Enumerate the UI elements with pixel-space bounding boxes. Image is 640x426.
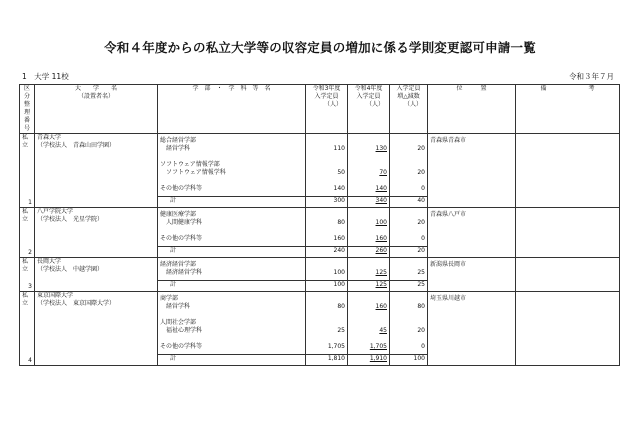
faculty-name [158, 153, 305, 161]
r4-value [348, 295, 389, 303]
r4-value [348, 311, 389, 319]
faculty-name-cell [158, 258, 306, 292]
r3-value: 1,705 [327, 343, 345, 350]
header-r4-unit: （人） [365, 101, 384, 108]
diff-value-total: 100 [390, 354, 427, 363]
r3-value [306, 261, 347, 269]
header-r3 [306, 85, 348, 134]
r3-value-cell [306, 208, 348, 258]
r4-value-total: 340 [348, 196, 389, 205]
diff-value-cell [390, 258, 428, 292]
faculty-name: ソフトウェア情報学科 [160, 169, 226, 176]
diff-value [390, 161, 427, 169]
header-r3-line2: 入学定員 [314, 93, 339, 100]
row-number: 3 [28, 283, 32, 290]
r4-value: 125 [375, 269, 387, 276]
r3-value: 100 [333, 269, 345, 276]
category-text: 私立 [22, 258, 29, 273]
location-text: 埼玉県川越市 [430, 295, 467, 302]
faculty-name: その他の学科等 [160, 185, 203, 192]
faculty-name: 総合経営学部 [160, 137, 197, 144]
row-category [20, 292, 35, 366]
r3-value [306, 319, 347, 327]
header-remarks: 備 考 [516, 85, 620, 134]
r3-value: 160 [333, 235, 345, 242]
faculty-name-total: 計 [158, 280, 305, 289]
faculty-name: 商学部 [160, 295, 179, 302]
r4-value [348, 319, 389, 327]
diff-value-cell [390, 208, 428, 258]
university-name: 八戸学院大学 [37, 208, 74, 215]
faculty-name: 経営学科 [160, 303, 191, 310]
r3-value-cell [306, 134, 348, 208]
header-category-line3: 番号 [23, 117, 30, 132]
r3-value [306, 295, 347, 303]
r3-value [306, 137, 347, 145]
university-cell [35, 292, 158, 366]
header-university [35, 85, 158, 134]
faculty-name: 経済経営学科 [160, 269, 203, 276]
location-cell [428, 134, 516, 208]
header-diff-line2: 増△減数 [397, 93, 420, 100]
header-category [20, 85, 35, 134]
row-number: 1 [28, 199, 32, 206]
diff-value [390, 261, 427, 269]
header-row [20, 85, 620, 134]
diff-value: 0 [421, 343, 425, 350]
r4-value-cell [348, 258, 390, 292]
location-cell [428, 292, 516, 366]
remarks-cell [516, 134, 620, 208]
header-r4 [348, 85, 390, 134]
faculty-name: 健康医療学部 [160, 211, 197, 218]
header-university-line2: （設置者名） [77, 93, 114, 100]
university-cell [35, 134, 158, 208]
r4-value [348, 153, 389, 161]
faculty-name [158, 227, 305, 235]
diff-value: 20 [417, 169, 425, 176]
diff-value [390, 311, 427, 319]
diff-value [390, 177, 427, 185]
corporation-name: （学校法人 青森山田学園） [37, 142, 116, 149]
r3-value-total: 1,810 [306, 354, 347, 363]
header-r4-line1: 令和4年度 [354, 85, 383, 92]
document-date: 令和３年７月 [569, 72, 614, 81]
r4-value [348, 211, 389, 219]
university-name: 東京国際大学 [37, 292, 74, 299]
diff-value: 0 [421, 185, 425, 192]
header-category-line1: 区分 [23, 85, 30, 100]
r4-value [348, 137, 389, 145]
r3-value: 25 [337, 327, 345, 334]
r3-value-total: 100 [306, 280, 347, 289]
remarks-cell [516, 258, 620, 292]
row-number: 2 [28, 249, 32, 256]
faculty-name: 福祉心理学科 [160, 327, 203, 334]
r4-value: 70 [379, 169, 387, 176]
location-text: 新潟県長岡市 [430, 261, 467, 268]
header-diff [390, 85, 428, 134]
r4-value-total: 1,910 [348, 354, 389, 363]
category-text: 私立 [22, 292, 29, 307]
r3-value: 110 [333, 145, 345, 152]
document-title: 令和４年度からの私立大学等の収容定員の増加に係る学則変更認可申請一覧 [104, 40, 536, 55]
r3-value: 50 [337, 169, 345, 176]
r3-value: 80 [337, 219, 345, 226]
location-text: 青森県八戸市 [430, 211, 467, 218]
faculty-name: 経営学科 [160, 145, 191, 152]
faculty-name: ソフトウェア情報学部 [160, 161, 220, 168]
faculty-name [158, 335, 305, 343]
faculty-name-cell [158, 134, 306, 208]
r3-value [306, 227, 347, 235]
corporation-name: （学校法人 中越学園） [37, 266, 104, 273]
faculty-name: その他の学科等 [160, 235, 203, 242]
r4-value-cell [348, 292, 390, 366]
header-faculty: 学 部 ・ 学 科 等 名 [158, 85, 306, 134]
header-r4-line2: 入学定員 [356, 93, 381, 100]
diff-value [390, 137, 427, 145]
row-category [20, 134, 35, 208]
r3-value-total: 240 [306, 246, 347, 255]
faculty-name [158, 177, 305, 185]
faculty-name: その他の学科等 [160, 343, 203, 350]
r3-value [306, 153, 347, 161]
corporation-name: （学校法人 東京国際大学） [37, 300, 116, 307]
university-name: 長岡大学 [37, 258, 62, 265]
diff-value: 20 [417, 145, 425, 152]
r4-value: 45 [379, 327, 387, 334]
table-row [20, 292, 620, 366]
diff-value [390, 335, 427, 343]
document-subtitle: 1 大学 11校 [22, 72, 69, 81]
r4-value: 130 [375, 145, 387, 152]
location-text: 青森県青森市 [430, 137, 467, 144]
r4-value [348, 227, 389, 235]
r4-value: 1,705 [369, 343, 387, 350]
header-diff-line1: 入学定員 [396, 85, 421, 92]
diff-value-cell [390, 134, 428, 208]
row-number: 4 [28, 357, 32, 364]
diff-value: 20 [417, 327, 425, 334]
r3-value-cell [306, 292, 348, 366]
r3-value [306, 161, 347, 169]
diff-value [390, 227, 427, 235]
remarks-cell [516, 292, 620, 366]
r4-value-total: 260 [348, 246, 389, 255]
r4-value [348, 161, 389, 169]
location-cell [428, 208, 516, 258]
diff-value [390, 319, 427, 327]
application-table [19, 84, 620, 366]
diff-value-total: 40 [390, 196, 427, 205]
r3-value-cell [306, 258, 348, 292]
r4-value-cell [348, 208, 390, 258]
university-cell [35, 208, 158, 258]
diff-value [390, 295, 427, 303]
r4-value: 140 [375, 185, 387, 192]
faculty-name-cell [158, 292, 306, 366]
table-row [20, 208, 620, 258]
r4-value: 160 [375, 303, 387, 310]
faculty-name: 人間社会学部 [160, 319, 197, 326]
r4-value [348, 177, 389, 185]
r3-value: 140 [333, 185, 345, 192]
faculty-name-cell [158, 208, 306, 258]
r4-value: 100 [375, 219, 387, 226]
header-university-line1: 大 学 名 [74, 85, 117, 92]
diff-value [390, 153, 427, 161]
faculty-name-total: 計 [158, 354, 305, 363]
r3-value-total: 300 [306, 196, 347, 205]
diff-value: 0 [421, 235, 425, 242]
r4-value-total: 125 [348, 280, 389, 289]
r3-value [306, 211, 347, 219]
faculty-name-total: 計 [158, 196, 305, 205]
faculty-name-total: 計 [158, 246, 305, 255]
r3-value: 80 [337, 303, 345, 310]
row-category [20, 208, 35, 258]
location-cell [428, 258, 516, 292]
r4-value: 160 [375, 235, 387, 242]
header-category-line2: 整理 [23, 101, 30, 116]
r3-value [306, 311, 347, 319]
header-location: 位 置 [428, 85, 516, 134]
diff-value-total: 20 [390, 246, 427, 255]
diff-value: 20 [417, 219, 425, 226]
header-diff-unit: （人） [403, 101, 422, 108]
table-row [20, 258, 620, 292]
r4-value [348, 261, 389, 269]
header-r3-unit: （人） [323, 101, 342, 108]
remarks-cell [516, 208, 620, 258]
corporation-name: （学校法人 光星学院） [37, 216, 104, 223]
faculty-name: 経済経営学部 [160, 261, 197, 268]
diff-value: 25 [417, 269, 425, 276]
university-cell [35, 258, 158, 292]
r4-value-cell [348, 134, 390, 208]
r3-value [306, 177, 347, 185]
category-text: 私立 [22, 208, 29, 223]
diff-value: 80 [417, 303, 425, 310]
r4-value [348, 335, 389, 343]
table-row [20, 134, 620, 208]
table-body [20, 134, 620, 366]
diff-value-total: 25 [390, 280, 427, 289]
row-category [20, 258, 35, 292]
diff-value [390, 211, 427, 219]
faculty-name: 人間健康学科 [160, 219, 203, 226]
faculty-name [158, 311, 305, 319]
diff-value-cell [390, 292, 428, 366]
university-name: 青森大学 [37, 134, 62, 141]
category-text: 私立 [22, 134, 29, 149]
header-r3-line1: 令和3年度 [312, 85, 341, 92]
r3-value [306, 335, 347, 343]
